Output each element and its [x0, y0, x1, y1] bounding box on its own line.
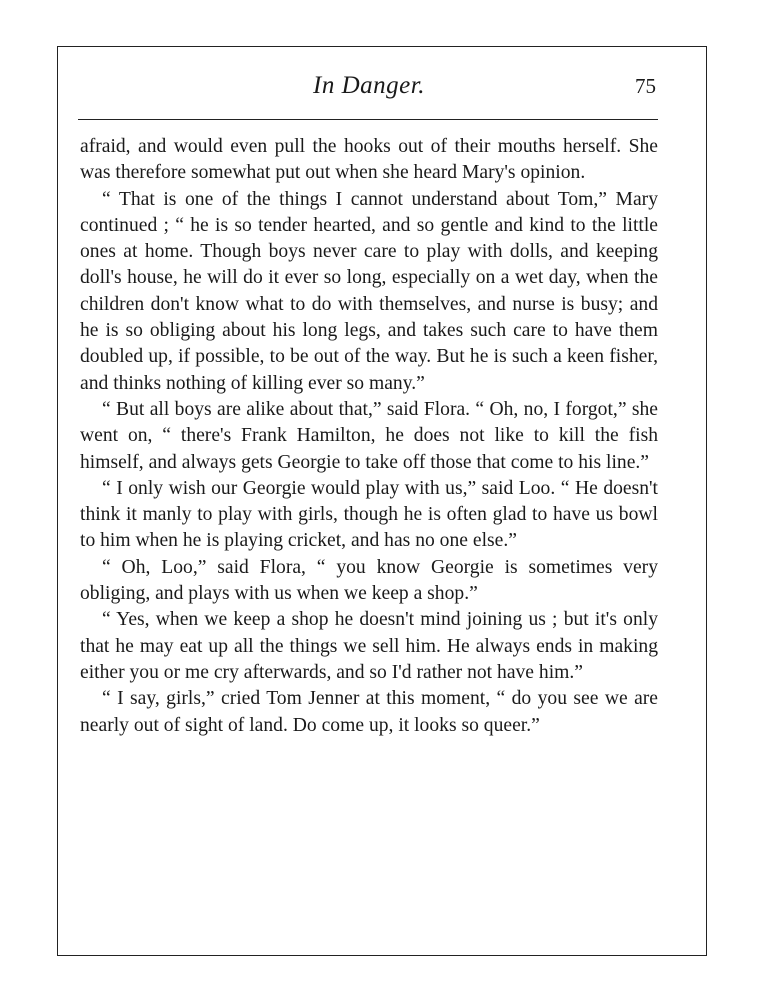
- paragraph: “ Oh, Loo,” said Flora, “ you know Georgie is sometimes very obliging, and plays with us when we keep a shop.”: [80, 556, 658, 605]
- paragraph: “ I say, girls,” cried Tom Jenner at this moment, “ do you see we are nearly out of sight of land. Do come up, it looks so queer.”: [80, 688, 658, 736]
- paragraph-continuation: afraid, and would even pull the hooks out of their mouths herself. She was therefore somewhat put out when she heard Mary's opinion.: [80, 136, 658, 184]
- paragraph: “ I only wish our Georgie would play with us,” said Loo. “ He doesn't think it manly to play with girls, though he is often glad to have us bowl to him when he is playing cricket, and has no one else.”: [80, 477, 658, 552]
- paragraph: “ Yes, when we keep a shop he doesn't mind joining us ; but it's only that he may eat up all the things we sell him. He always ends in making either you or me cry afterwards, and so I'd rather not have him.”: [80, 609, 658, 683]
- page-header: [80, 72, 658, 112]
- paragraph: “ But all boys are alike about that,” said Flora. “ Oh, no, I forgot,” she went on, “ there's Frank Hamilton, he does not like to kill the fish himself, and always gets Georgie to take off those that come to his line.”: [80, 398, 658, 473]
- running-title: In Danger.: [313, 72, 425, 99]
- paragraph: “ That is one of the things I cannot understand about Tom,” Mary continued ; “ he is so tender hearted, and so gentle and kind to the little ones at home. Though boys never care to play with dolls, and keeping doll's house, he will do it ever so long, especially on a wet day, when the children don't know what to do with themselves, and nurse is busy; and he is so obliging about his long legs, and takes such care to have them doubled up, if possible, to be out of the way. But he is such a keen fisher, and thinks nothing of killing ever so many.”: [80, 188, 658, 394]
- header-rule: [78, 119, 658, 120]
- body-text: [80, 134, 658, 739]
- page-number: 75: [635, 74, 656, 98]
